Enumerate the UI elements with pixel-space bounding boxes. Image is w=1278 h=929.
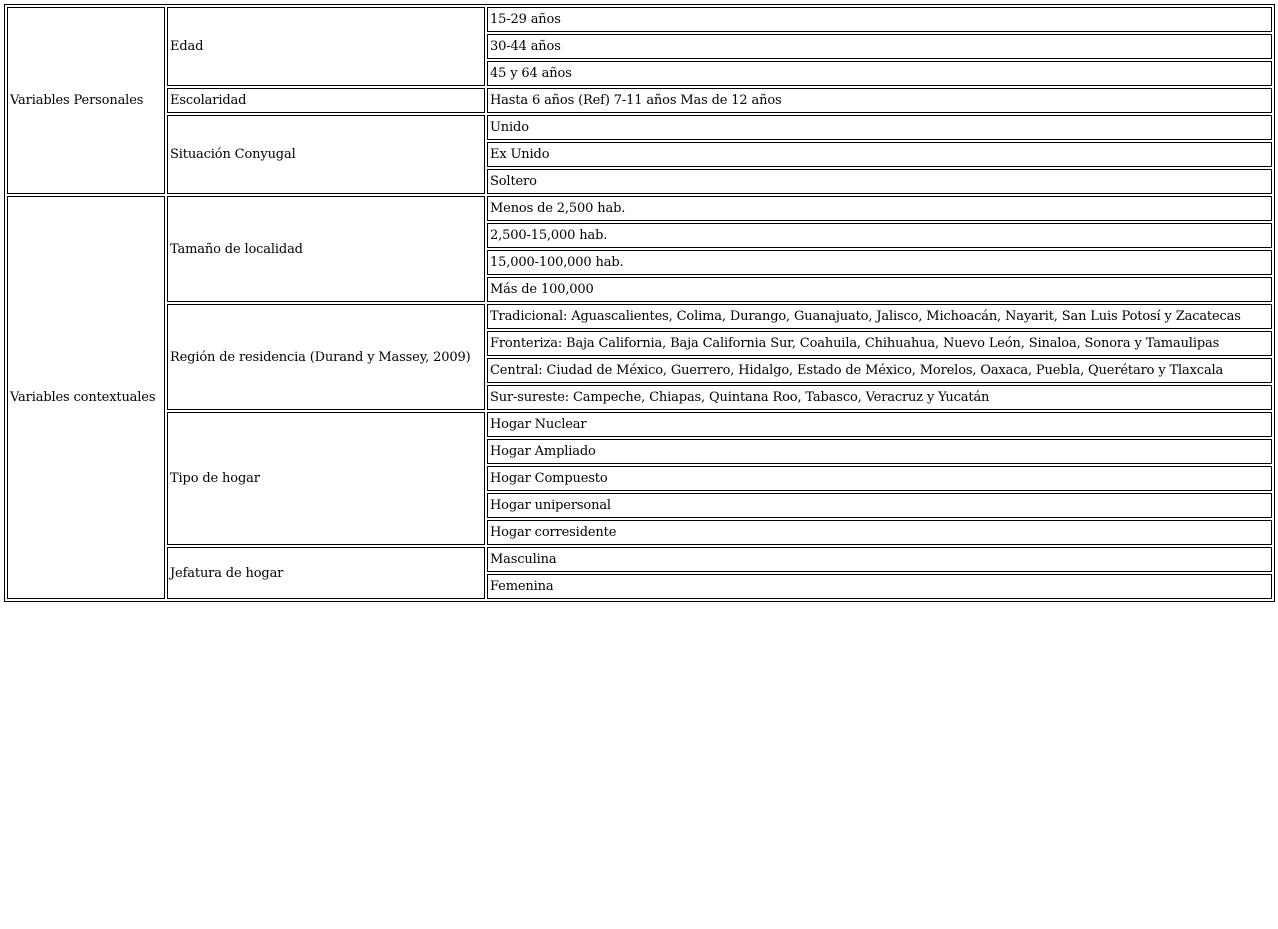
value-cell: Tradicional: Aguascalientes, Colima, Durango, Guanajuato, Jalisco, Michoacán, Nayarit, San Luis Potosí y Zacatecas xyxy=(487,304,1272,329)
variable-label: Situación Conyugal xyxy=(167,115,485,194)
value-cell: 45 y 64 años xyxy=(487,61,1272,86)
value-cell: Hogar Nuclear xyxy=(487,412,1272,437)
variable-label: Región de residencia (Durand y Massey, 2009) xyxy=(167,304,485,410)
value-cell: Menos de 2,500 hab. xyxy=(487,196,1272,221)
table-row xyxy=(7,304,1272,329)
value-cell: Más de 100,000 xyxy=(487,277,1272,302)
variable-label: Jefatura de hogar xyxy=(167,547,485,599)
table-row xyxy=(7,196,1272,221)
table-row xyxy=(7,88,1272,113)
value-cell: Hogar corresidente xyxy=(487,520,1272,545)
value-cell: Hogar unipersonal xyxy=(487,493,1272,518)
value-cell: 30-44 años xyxy=(487,34,1272,59)
variable-label: Escolaridad xyxy=(167,88,485,113)
variable-label: Tamaño de localidad xyxy=(167,196,485,302)
value-cell: 2,500-15,000 hab. xyxy=(487,223,1272,248)
variable-label: Tipo de hogar xyxy=(167,412,485,545)
value-cell: Soltero xyxy=(487,169,1272,194)
table-row xyxy=(7,547,1272,572)
table-row xyxy=(7,115,1272,140)
value-cell: Fronteriza: Baja California, Baja California Sur, Coahuila, Chihuahua, Nuevo León, Sinaloa, Sonora y Tamaulipas xyxy=(487,331,1272,356)
value-cell: 15-29 años xyxy=(487,7,1272,32)
group-label: Variables Personales xyxy=(7,7,165,194)
value-cell: Hogar Ampliado xyxy=(487,439,1272,464)
table-row xyxy=(7,7,1272,32)
value-cell: Hasta 6 años (Ref) 7-11 años Mas de 12 años xyxy=(487,88,1272,113)
value-cell: Hogar Compuesto xyxy=(487,466,1272,491)
value-cell: Femenina xyxy=(487,574,1272,599)
value-cell: Masculina xyxy=(487,547,1272,572)
value-cell: Central: Ciudad de México, Guerrero, Hidalgo, Estado de México, Morelos, Oaxaca, Puebla, Querétaro y Tlaxcala xyxy=(487,358,1272,383)
table-row xyxy=(7,412,1272,437)
value-cell: 15,000-100,000 hab. xyxy=(487,250,1272,275)
value-cell: Unido xyxy=(487,115,1272,140)
variables-table xyxy=(4,4,1275,602)
group-label: Variables contextuales xyxy=(7,196,165,599)
variable-label: Edad xyxy=(167,7,485,86)
value-cell: Sur-sureste: Campeche, Chiapas, Quintana Roo, Tabasco, Veracruz y Yucatán xyxy=(487,385,1272,410)
value-cell: Ex Unido xyxy=(487,142,1272,167)
